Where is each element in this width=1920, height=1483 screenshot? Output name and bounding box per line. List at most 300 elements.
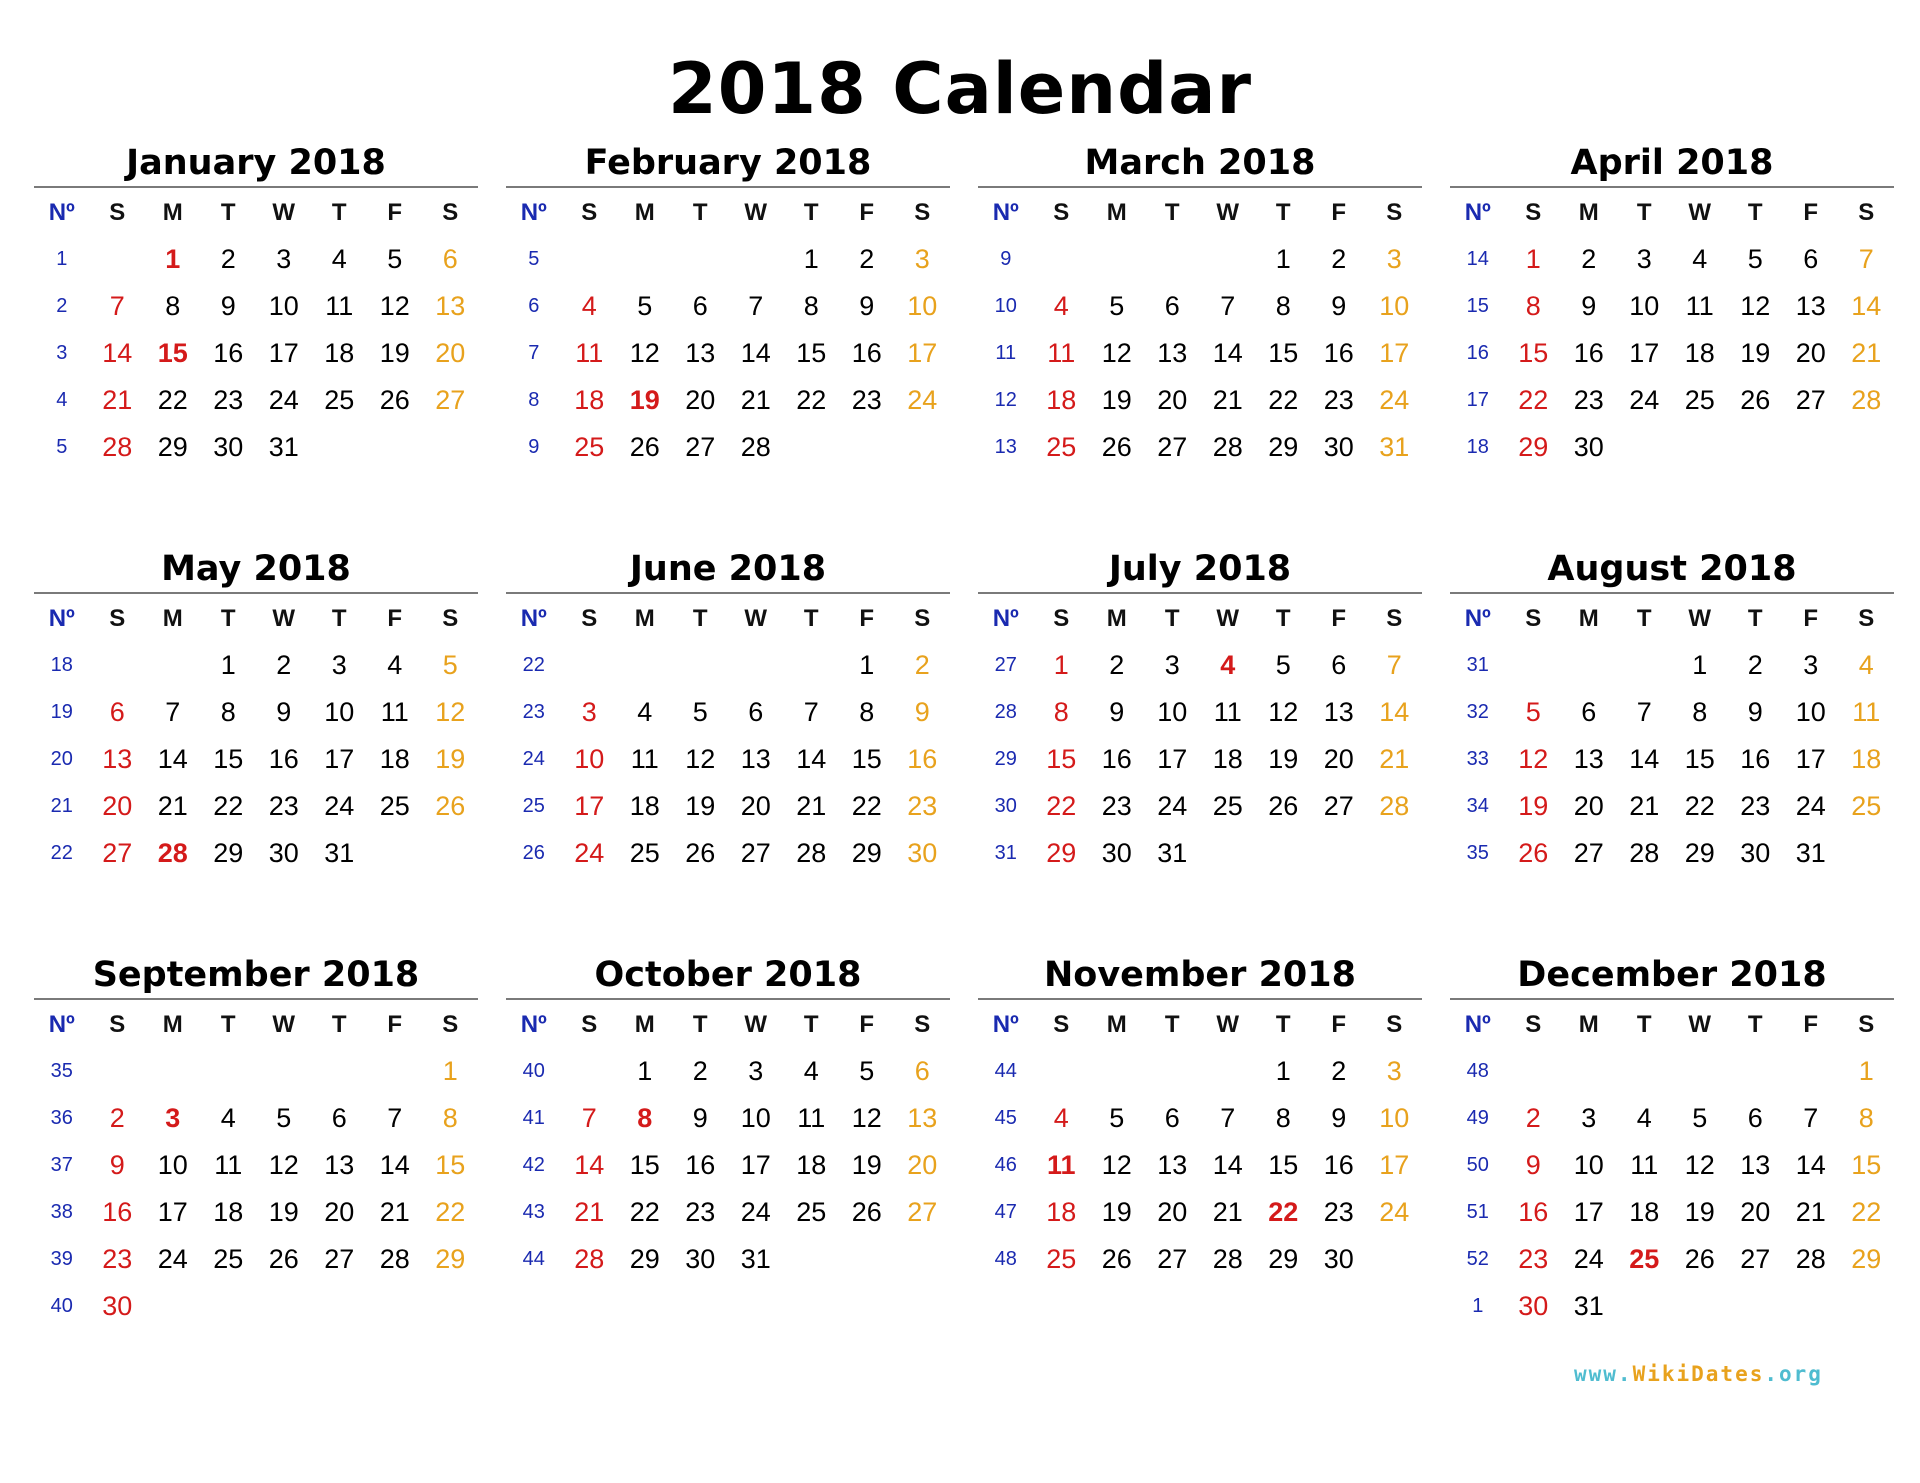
- day-cell: 13: [685, 338, 716, 368]
- week-number: 14: [1466, 248, 1489, 270]
- day-cell: 23: [213, 385, 244, 415]
- month-table: [506, 190, 950, 471]
- weekday-header: M: [162, 199, 183, 226]
- day-cell: 22: [213, 791, 244, 821]
- day-cell: 25: [1212, 791, 1243, 821]
- week-number: 31: [1466, 654, 1489, 676]
- week-number: 20: [50, 748, 73, 770]
- day-cell: [1839, 830, 1895, 877]
- day-cell: 15: [1268, 1150, 1299, 1180]
- day-cell: [90, 236, 146, 283]
- week-number: 6: [528, 295, 540, 317]
- month-table: [978, 190, 1422, 471]
- day-cell: 27: [740, 838, 771, 868]
- day-cell: 12: [1101, 1150, 1132, 1180]
- day-cell: 14: [1379, 697, 1410, 727]
- day-cell: 5: [1525, 697, 1541, 727]
- week-row: [978, 1189, 1422, 1236]
- month-table: [506, 596, 950, 877]
- day-cell: 7: [1858, 244, 1874, 274]
- weekday-header-row: [34, 1002, 478, 1048]
- day-cell: 10: [1157, 697, 1188, 727]
- day-cell: 12: [851, 1103, 882, 1133]
- weekday-header: W: [744, 1011, 768, 1038]
- week-row: [34, 642, 478, 689]
- day-cell: 23: [907, 791, 938, 821]
- day-cell: 17: [1629, 338, 1660, 368]
- day-cell: 13: [1323, 697, 1354, 727]
- week-row: [978, 736, 1422, 783]
- day-cell: 27: [1157, 432, 1188, 462]
- day-cell: 4: [1692, 244, 1708, 274]
- day-cell: [1617, 1283, 1673, 1330]
- week-row: [1450, 1095, 1894, 1142]
- day-cell: 25: [1851, 791, 1882, 821]
- day-cell: [1617, 642, 1673, 689]
- day-cell: 1: [637, 1056, 653, 1086]
- week-row: [978, 377, 1422, 424]
- day-cell: 22: [157, 385, 188, 415]
- day-cell: 10: [740, 1103, 771, 1133]
- weekday-header: S: [1386, 199, 1403, 226]
- week-number: 33: [1466, 748, 1489, 770]
- weekday-header-row: [1450, 1002, 1894, 1048]
- day-cell: 26: [629, 432, 660, 462]
- day-cell: 30: [1740, 838, 1771, 868]
- week-number: 1: [1472, 1295, 1484, 1317]
- week-row: [34, 283, 478, 330]
- week-number: 48: [994, 1248, 1017, 1270]
- day-cell: 7: [748, 291, 764, 321]
- weekday-header: T: [1275, 605, 1291, 632]
- day-cell: [312, 1283, 368, 1330]
- weekday-header: W: [744, 605, 768, 632]
- weekday-header: F: [859, 605, 875, 632]
- day-cell: 28: [1851, 385, 1882, 415]
- day-cell: 30: [1101, 838, 1132, 868]
- day-cell: 29: [1268, 432, 1299, 462]
- day-cell: 15: [157, 338, 188, 368]
- weekday-header: F: [387, 199, 403, 226]
- day-cell: [1034, 236, 1090, 283]
- day-cell: 11: [214, 1150, 243, 1180]
- week-number: 35: [50, 1060, 73, 1082]
- week-number: 12: [994, 389, 1017, 411]
- day-cell: [562, 1048, 618, 1095]
- week-number-header: Nº: [1464, 199, 1491, 226]
- week-number: 5: [56, 436, 68, 458]
- day-cell: 17: [574, 791, 605, 821]
- day-cell: 11: [797, 1103, 826, 1133]
- day-cell: [1089, 1048, 1145, 1095]
- day-cell: 25: [1684, 385, 1715, 415]
- week-row: [506, 1236, 950, 1283]
- day-cell: 21: [379, 1197, 410, 1227]
- day-cell: 2: [1331, 1056, 1347, 1086]
- weekday-header: W: [1216, 1011, 1240, 1038]
- month-calendar: [978, 140, 1422, 471]
- day-cell: 1: [803, 244, 819, 274]
- month-table: [978, 596, 1422, 877]
- day-cell: 7: [387, 1103, 403, 1133]
- day-cell: 13: [1795, 291, 1826, 321]
- weekday-header: S: [1053, 1011, 1070, 1038]
- day-cell: 8: [1525, 291, 1541, 321]
- day-cell: 30: [1573, 432, 1604, 462]
- day-cell: [1200, 1048, 1256, 1095]
- day-cell: 1: [1275, 1056, 1291, 1086]
- day-cell: 27: [1795, 385, 1826, 415]
- week-number: 44: [522, 1248, 545, 1270]
- day-cell: 27: [1573, 838, 1604, 868]
- day-cell: 30: [102, 1291, 133, 1321]
- day-cell: 18: [1629, 1197, 1660, 1227]
- weekday-header: S: [1386, 605, 1403, 632]
- day-cell: 24: [907, 385, 938, 415]
- day-cell: 17: [1573, 1197, 1604, 1227]
- day-cell: 9: [1109, 697, 1125, 727]
- week-row: [978, 642, 1422, 689]
- weekday-header: S: [1858, 1011, 1875, 1038]
- day-cell: 28: [102, 432, 133, 462]
- weekday-header: M: [1578, 1011, 1599, 1038]
- weekday-header: F: [387, 605, 403, 632]
- weekday-header: F: [1803, 605, 1819, 632]
- weekday-header: T: [331, 605, 347, 632]
- day-cell: 5: [1109, 1103, 1125, 1133]
- day-cell: 14: [740, 338, 771, 368]
- weekday-header: T: [1747, 605, 1763, 632]
- week-row: [506, 1048, 950, 1095]
- month-table: [34, 596, 478, 877]
- day-cell: 25: [574, 432, 605, 462]
- day-cell: 5: [692, 697, 708, 727]
- day-cell: 6: [1581, 697, 1597, 727]
- week-number-header: Nº: [520, 1011, 547, 1038]
- day-cell: 13: [435, 291, 466, 321]
- day-cell: 15: [796, 338, 827, 368]
- month-title: January 2018: [34, 140, 478, 188]
- day-cell: 28: [796, 838, 827, 868]
- day-cell: 6: [442, 244, 458, 274]
- week-number: 21: [50, 795, 73, 817]
- day-cell: 16: [1740, 744, 1771, 774]
- day-cell: 17: [740, 1150, 771, 1180]
- week-number: 22: [522, 654, 545, 676]
- week-number-header: Nº: [520, 605, 547, 632]
- day-cell: 20: [740, 791, 771, 821]
- day-cell: 18: [629, 791, 660, 821]
- day-cell: 17: [324, 744, 355, 774]
- day-cell: 17: [268, 338, 299, 368]
- day-cell: 23: [1518, 1244, 1549, 1274]
- week-number: 40: [522, 1060, 545, 1082]
- weekday-header: S: [1858, 199, 1875, 226]
- day-cell: 26: [1101, 432, 1132, 462]
- day-cell: 19: [1684, 1197, 1715, 1227]
- day-cell: 3: [914, 244, 930, 274]
- day-cell: [423, 424, 479, 471]
- month-calendar: [34, 952, 478, 1330]
- day-cell: [562, 642, 618, 689]
- week-number: 2: [56, 295, 68, 317]
- page-title: 2018 Calendar: [668, 48, 1252, 130]
- day-cell: [1200, 236, 1256, 283]
- week-number: 36: [50, 1107, 73, 1129]
- weekday-header: S: [914, 199, 931, 226]
- week-number: 32: [1466, 701, 1489, 723]
- day-cell: 18: [379, 744, 410, 774]
- day-cell: 24: [574, 838, 605, 868]
- week-row: [506, 736, 950, 783]
- day-cell: 9: [692, 1103, 708, 1133]
- day-cell: 12: [435, 697, 466, 727]
- day-cell: 23: [102, 1244, 133, 1274]
- month-table: [34, 1002, 478, 1330]
- day-cell: [1617, 1048, 1673, 1095]
- day-cell: 8: [1053, 697, 1069, 727]
- weekday-header: F: [859, 199, 875, 226]
- day-cell: 16: [268, 744, 299, 774]
- week-number: 50: [1466, 1154, 1489, 1176]
- month-title: February 2018: [506, 140, 950, 188]
- day-cell: 2: [914, 650, 930, 680]
- week-row: [1450, 330, 1894, 377]
- day-cell: [1561, 642, 1617, 689]
- day-cell: 7: [1386, 650, 1402, 680]
- weekday-header: M: [162, 605, 183, 632]
- day-cell: 8: [1858, 1103, 1874, 1133]
- day-cell: [784, 424, 840, 471]
- day-cell: 15: [213, 744, 244, 774]
- day-cell: 12: [1684, 1150, 1715, 1180]
- weekday-header: M: [1106, 199, 1127, 226]
- day-cell: 20: [102, 791, 133, 821]
- week-number: 29: [994, 748, 1017, 770]
- week-row: [1450, 830, 1894, 877]
- day-cell: 29: [629, 1244, 660, 1274]
- day-cell: [839, 424, 895, 471]
- day-cell: 5: [637, 291, 653, 321]
- day-cell: 9: [914, 697, 930, 727]
- day-cell: [1672, 424, 1728, 471]
- day-cell: 13: [324, 1150, 355, 1180]
- day-cell: 20: [1795, 338, 1826, 368]
- day-cell: [728, 642, 784, 689]
- day-cell: 11: [325, 291, 354, 321]
- day-cell: 4: [803, 1056, 819, 1086]
- week-row: [1450, 236, 1894, 283]
- day-cell: [145, 1283, 201, 1330]
- day-cell: 16: [213, 338, 244, 368]
- day-cell: 16: [685, 1150, 716, 1180]
- day-cell: 23: [1740, 791, 1771, 821]
- day-cell: 3: [1386, 244, 1402, 274]
- month-table: [506, 1002, 950, 1283]
- weekday-header: T: [803, 199, 819, 226]
- day-cell: 5: [1692, 1103, 1708, 1133]
- day-cell: 18: [1046, 385, 1077, 415]
- day-cell: 11: [630, 744, 659, 774]
- weekday-header: F: [387, 1011, 403, 1038]
- day-cell: [617, 236, 673, 283]
- week-row: [1450, 1142, 1894, 1189]
- week-row: [506, 830, 950, 877]
- week-number: 31: [994, 842, 1017, 864]
- day-cell: 7: [1803, 1103, 1819, 1133]
- week-number: 42: [522, 1154, 545, 1176]
- week-row: [978, 283, 1422, 330]
- weekday-header: F: [1331, 605, 1347, 632]
- day-cell: 22: [1046, 791, 1077, 821]
- day-cell: 20: [1157, 1197, 1188, 1227]
- day-cell: 6: [1747, 1103, 1763, 1133]
- day-cell: 5: [1747, 244, 1763, 274]
- day-cell: 11: [1213, 697, 1242, 727]
- week-row: [978, 424, 1422, 471]
- day-cell: 21: [796, 791, 827, 821]
- day-cell: 17: [1795, 744, 1826, 774]
- weekday-header: S: [442, 199, 459, 226]
- weekday-header-row: [506, 190, 950, 236]
- day-cell: 29: [435, 1244, 466, 1274]
- weekday-header: F: [1803, 1011, 1819, 1038]
- week-number: 24: [522, 748, 545, 770]
- week-number: 40: [50, 1295, 73, 1317]
- day-cell: 25: [324, 385, 355, 415]
- weekday-header: F: [1331, 1011, 1347, 1038]
- day-cell: 29: [1268, 1244, 1299, 1274]
- week-row: [34, 424, 478, 471]
- week-row: [1450, 642, 1894, 689]
- day-cell: 31: [1795, 838, 1826, 868]
- week-row: [34, 377, 478, 424]
- day-cell: [1506, 642, 1562, 689]
- weekday-header: T: [692, 199, 708, 226]
- day-cell: 2: [1109, 650, 1125, 680]
- day-cell: 31: [740, 1244, 771, 1274]
- week-number: 26: [522, 842, 545, 864]
- day-cell: 11: [1852, 697, 1881, 727]
- day-cell: 24: [324, 791, 355, 821]
- day-cell: 24: [1157, 791, 1188, 821]
- day-cell: [839, 1236, 895, 1283]
- week-row: [506, 236, 950, 283]
- day-cell: [1672, 1048, 1728, 1095]
- day-cell: 17: [157, 1197, 188, 1227]
- day-cell: 2: [109, 1103, 125, 1133]
- day-cell: 14: [1795, 1150, 1826, 1180]
- day-cell: 29: [1851, 1244, 1882, 1274]
- day-cell: 16: [1573, 338, 1604, 368]
- month-table: [1450, 596, 1894, 877]
- weekday-header: T: [803, 1011, 819, 1038]
- weekday-header: T: [692, 605, 708, 632]
- day-cell: 7: [803, 697, 819, 727]
- day-cell: [1034, 1048, 1090, 1095]
- day-cell: 25: [1046, 1244, 1077, 1274]
- day-cell: 11: [1046, 1150, 1076, 1180]
- day-cell: 28: [740, 432, 771, 462]
- day-cell: 19: [629, 385, 660, 415]
- day-cell: 5: [387, 244, 403, 274]
- weekday-header: T: [1636, 1011, 1652, 1038]
- day-cell: [1200, 830, 1256, 877]
- week-row: [1450, 1236, 1894, 1283]
- week-number-header: Nº: [992, 605, 1019, 632]
- day-cell: [1672, 1283, 1728, 1330]
- week-number: 17: [1466, 389, 1489, 411]
- day-cell: 26: [1101, 1244, 1132, 1274]
- day-cell: 20: [1740, 1197, 1771, 1227]
- day-cell: 21: [574, 1197, 605, 1227]
- month-title: August 2018: [1450, 546, 1894, 594]
- weekday-header: T: [1164, 605, 1180, 632]
- day-cell: [367, 424, 423, 471]
- day-cell: [673, 236, 729, 283]
- day-cell: 29: [1046, 838, 1077, 868]
- month-table: [34, 190, 478, 471]
- weekday-header: M: [634, 605, 655, 632]
- day-cell: 10: [1379, 291, 1410, 321]
- week-number-header: Nº: [992, 199, 1019, 226]
- month-calendar: [34, 140, 478, 471]
- day-cell: [895, 1236, 951, 1283]
- day-cell: 16: [1323, 338, 1354, 368]
- day-cell: [1728, 424, 1784, 471]
- day-cell: 8: [1275, 1103, 1291, 1133]
- day-cell: 19: [851, 1150, 882, 1180]
- weekday-header-row: [978, 596, 1422, 642]
- week-row: [34, 689, 478, 736]
- day-cell: 19: [1101, 385, 1132, 415]
- day-cell: 2: [859, 244, 875, 274]
- week-row: [1450, 736, 1894, 783]
- week-row: [978, 1095, 1422, 1142]
- day-cell: 2: [220, 244, 236, 274]
- week-number: 19: [50, 701, 73, 723]
- weekday-header: S: [1386, 1011, 1403, 1038]
- weekday-header: T: [1275, 1011, 1291, 1038]
- week-number: 11: [995, 342, 1017, 364]
- week-number: 22: [50, 842, 73, 864]
- day-cell: 28: [1212, 432, 1243, 462]
- week-row: [34, 330, 478, 377]
- week-row: [34, 1189, 478, 1236]
- day-cell: 13: [102, 744, 133, 774]
- day-cell: 20: [324, 1197, 355, 1227]
- weekday-header: T: [220, 1011, 236, 1038]
- day-cell: 20: [1157, 385, 1188, 415]
- day-cell: 12: [1740, 291, 1771, 321]
- day-cell: 26: [268, 1244, 299, 1274]
- site-watermark: [1574, 1362, 1823, 1386]
- day-cell: 30: [268, 838, 299, 868]
- day-cell: 12: [268, 1150, 299, 1180]
- day-cell: 14: [796, 744, 827, 774]
- day-cell: 7: [109, 291, 125, 321]
- week-row: [1450, 1283, 1894, 1330]
- month-calendar: [1450, 140, 1894, 471]
- week-number-header: Nº: [48, 605, 75, 632]
- weekday-header: W: [1216, 605, 1240, 632]
- day-cell: [1617, 424, 1673, 471]
- day-cell: 11: [380, 697, 409, 727]
- day-cell: 10: [268, 291, 299, 321]
- day-cell: 28: [1629, 838, 1660, 868]
- weekday-header: S: [442, 605, 459, 632]
- week-number: 18: [50, 654, 73, 676]
